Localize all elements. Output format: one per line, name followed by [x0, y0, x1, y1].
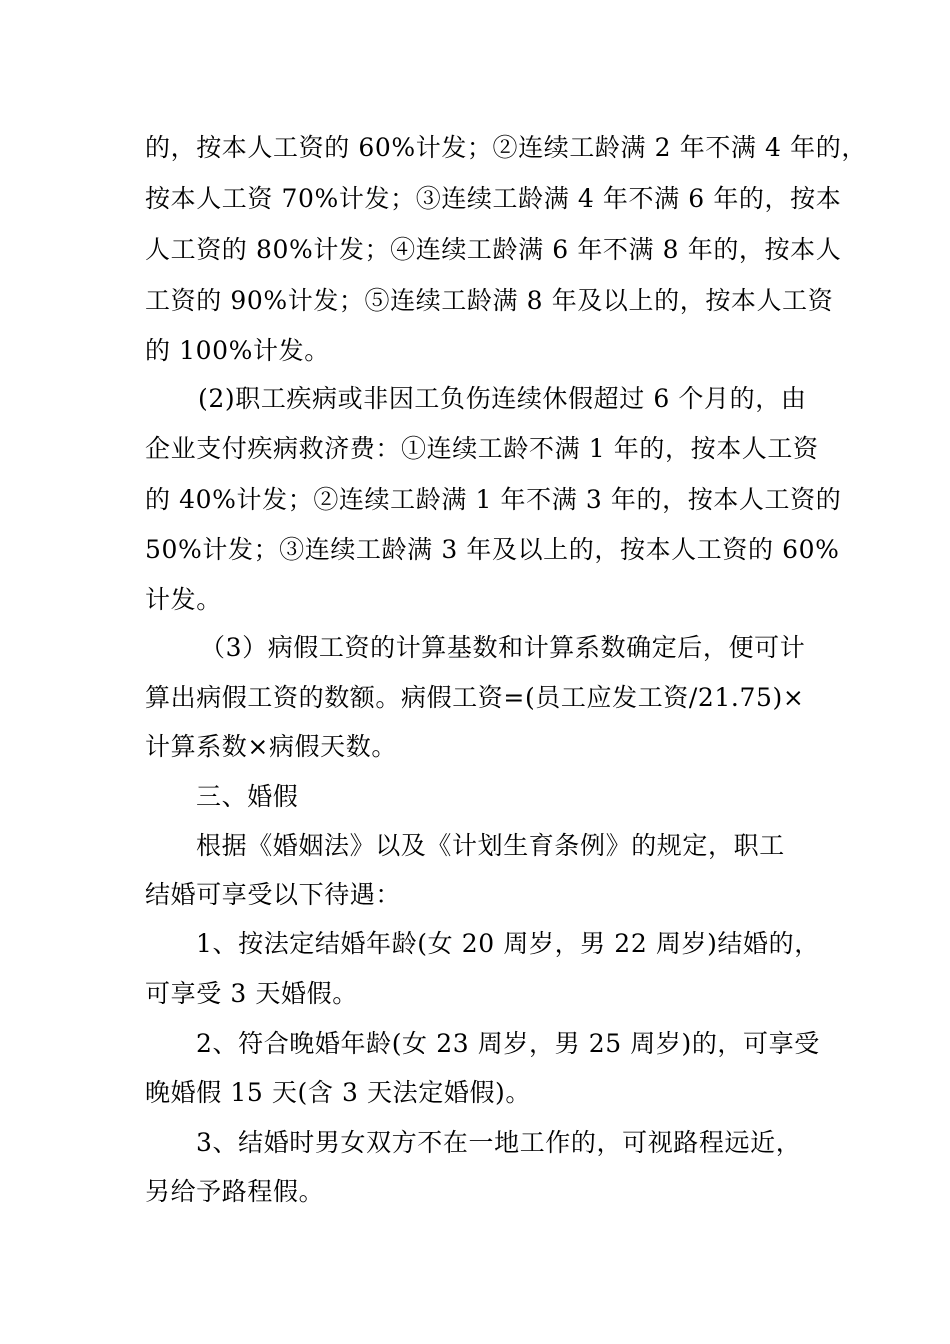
list-item-first-line: 3、结婚时男女双方不在一地工作的，可视路程远近，	[196, 1128, 802, 1157]
text-line: 结婚可享受以下待遇：	[145, 880, 402, 909]
paragraph-first-line: 根据《婚姻法》以及《计划生育条例》的规定，职工	[196, 831, 785, 860]
text-line: 晚婚假 15 天(含 3 天法定婚假)。	[145, 1078, 532, 1107]
text-line: 的，按本人工资的 60%计发；②连续工龄满 2 年不满 4 年的，	[145, 133, 867, 162]
text-line: 企业支付疾病救济费：①连续工龄不满 1 年的，按本人工资	[145, 434, 819, 463]
text-line: 可享受 3 天婚假。	[145, 979, 358, 1008]
list-item-first-line: 1、按法定结婚年龄(女 20 周岁，男 22 周岁)结婚的，	[196, 929, 820, 958]
text-line: 人工资的 80%计发；④连续工龄满 6 年不满 8 年的，按本人	[145, 235, 842, 264]
text-line: 算出病假工资的数额。病假工资=(员工应发工资/21.75)×	[145, 683, 805, 712]
text-line: 计算系数×病假天数。	[145, 732, 397, 761]
list-item-first-line: 2、符合晚婚年龄(女 23 周岁，男 25 周岁)的，可享受	[196, 1029, 820, 1058]
text-line: 50%计发；③连续工龄满 3 年及以上的，按本人工资的 60%	[145, 535, 840, 564]
text-line: 的 40%计发；②连续工龄满 1 年不满 3 年的，按本人工资的	[145, 485, 842, 514]
paragraph-first-line: (2)职工疾病或非因工负伤连续休假超过 6 个月的，由	[198, 384, 807, 413]
text-line: 另给予路程假。	[145, 1177, 325, 1206]
text-line: 的 100%计发。	[145, 336, 330, 365]
text-line: 工资的 90%计发；⑤连续工龄满 8 年及以上的，按本人工资	[145, 286, 834, 315]
text-line: 按本人工资 70%计发；③连续工龄满 4 年不满 6 年的，按本	[145, 184, 842, 213]
text-line: 计发。	[145, 585, 222, 614]
section-heading: 三、婚假	[196, 782, 299, 811]
paragraph-first-line: （3）病假工资的计算基数和计算系数确定后，便可计	[200, 633, 806, 662]
